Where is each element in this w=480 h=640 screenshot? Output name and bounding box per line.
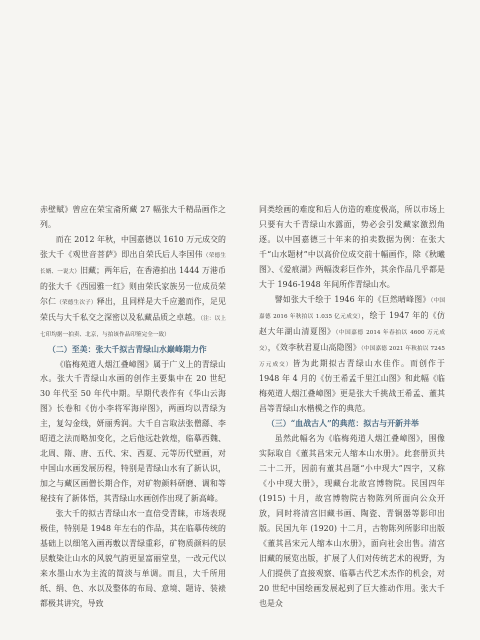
text-run: 旧藏；两年后，在香港拍出 1444 万港币的张大千《西园雅一红》则由荣氏家族另一位成员荣尔仁 bbox=[40, 265, 226, 306]
inline-note: （注：以上七印均据一拍卖、北京，与拍该作品印鉴完全一致） bbox=[40, 315, 226, 338]
paragraph: 虽然此幅名为《临梅苑道人烟江叠嶂图》，围像实际取自《董其昌宋元人缩本山水册》。此套册页共二十二开，因前有董其昌题“小中现大”四字，又称《小中现大册》，现藏台北故宫博物院。民国四年 (1915) 十月，故宫博物院古物陈列所面向公众开放，同时将清宫旧藏书画、陶瓷、青铜器等影印出版。民国九年 (1920) 十二月，古物陈列所影印出版《董其昌宋元人缩本山水册》，面向社会出售。清宫旧藏的展览出版，扩展了人们对传统艺术的视野，为人们提供了直接观察、临摹古代艺术杰作的机会，对 20 世纪中国绘画发展起到了巨大推动作用。张大千也是众 bbox=[259, 434, 445, 608]
paragraph: 赤壁赋》曾应在荣宝斋所藏 27 幅张大千精品画作之列。 bbox=[40, 205, 226, 229]
paragraph bbox=[259, 293, 445, 418]
text-run: 譬如张大千绘于 1946 年的《巨然晴峰图》 bbox=[274, 294, 431, 304]
paragraph bbox=[40, 233, 226, 343]
text-run: ，绘于 1947 年的《仿赵大年湖山清夏图》 bbox=[259, 310, 445, 336]
inline-note: （荣德生次子） bbox=[56, 299, 97, 306]
left-column bbox=[40, 203, 226, 612]
section-heading: （三）“血战古人”的典范：拟古与开新并举 bbox=[266, 419, 420, 429]
paragraph: 同类绘画的难度和后人仿造的难度极高，所以市场上只要有大千青绿山水露面，势必会引发藏家激烈角逐。以中国嘉德三十年来的拍卖数据为例：在张大千“山水题材”中以高价位成交前十幅画作，除《秋曦图》、《爱痕湖》两幅泼彩巨作外，其余作品几乎都是大于 1946-1948 年间所作青绿山水。 bbox=[259, 205, 445, 289]
paragraph: 《临梅苑道人烟江叠嶂图》属于广义上的青绿山水。张大千青绿山水画的创作主要集中在 20 世纪 30 年代至 50 年代中期。早期代表作有《华山云海图》长卷和《仿小李将军海岸图》，两画均以青绿为主，复勾金线，妍丽秀润。大千自言取法张僧繇、李昭道之法而略加变化，之后他远赴敦煌，临摹西魏、北周、隋、唐、五代、宋、西夏、元等历代壁画，对中国山水画发展历程，特别是青绿山水有了新认识，加之与藏区画僧长期合作，对矿物颜料研磨、调和等秘技有了新体悟，其青绿山水画创作出现了新高峰。 bbox=[40, 359, 226, 504]
text-run: 而在 2012 年秋，中国嘉德以 1610 万元成交的张大千《观世音菩萨》即出自荣氏后人李国伟 bbox=[40, 234, 226, 259]
section-heading: （二）至美：张大千拟古青绿山水巅峰期力作 bbox=[47, 344, 207, 354]
text-run: 皆为此期拟古青绿山水佳作。而创作于 1948 年 4 月的《仿王希孟千里江山图》和此幅《临梅苑道人烟江叠嶂图》更是张大千挑战王希孟、董其昌等青绿山水楷模之作的典范。 bbox=[259, 358, 445, 414]
inline-note: （中国嘉德 2014 年春拍以 4600 万元成交） bbox=[259, 329, 445, 352]
paragraph: 张大千的拟古青绿山水一直倍受青睐，市场表现极佳，特别是 1948 年左右的作品，其在临摹传统的基础上以细笔入画再敷以青绿重彩，矿物质颜料的层层敷染让山水的风貌气韵更显富丽堂皇，一改元代以来水墨山水为主流的简淡与单调。而且，大千所用纸、绢、色、水以及整体的布局、意境、题诗、装裱都极其讲究，导致 bbox=[40, 509, 226, 608]
inline-note: （荣德生长婿、一说大） bbox=[40, 252, 226, 275]
inline-note: （中国嘉德 2016 年秋拍以 1.035 亿元成交） bbox=[259, 297, 445, 320]
right-column bbox=[259, 203, 445, 612]
inline-note: （中国嘉德 2021 年秋拍以 7245 万元成交） bbox=[259, 345, 445, 368]
text-run: 释出，且同样是大千应邀而作，足见荣氏与大千私交之深密以及私藏品质之卓越。 bbox=[40, 296, 226, 322]
text-run: ，《效李秋君夏山高隐图》 bbox=[267, 342, 361, 352]
